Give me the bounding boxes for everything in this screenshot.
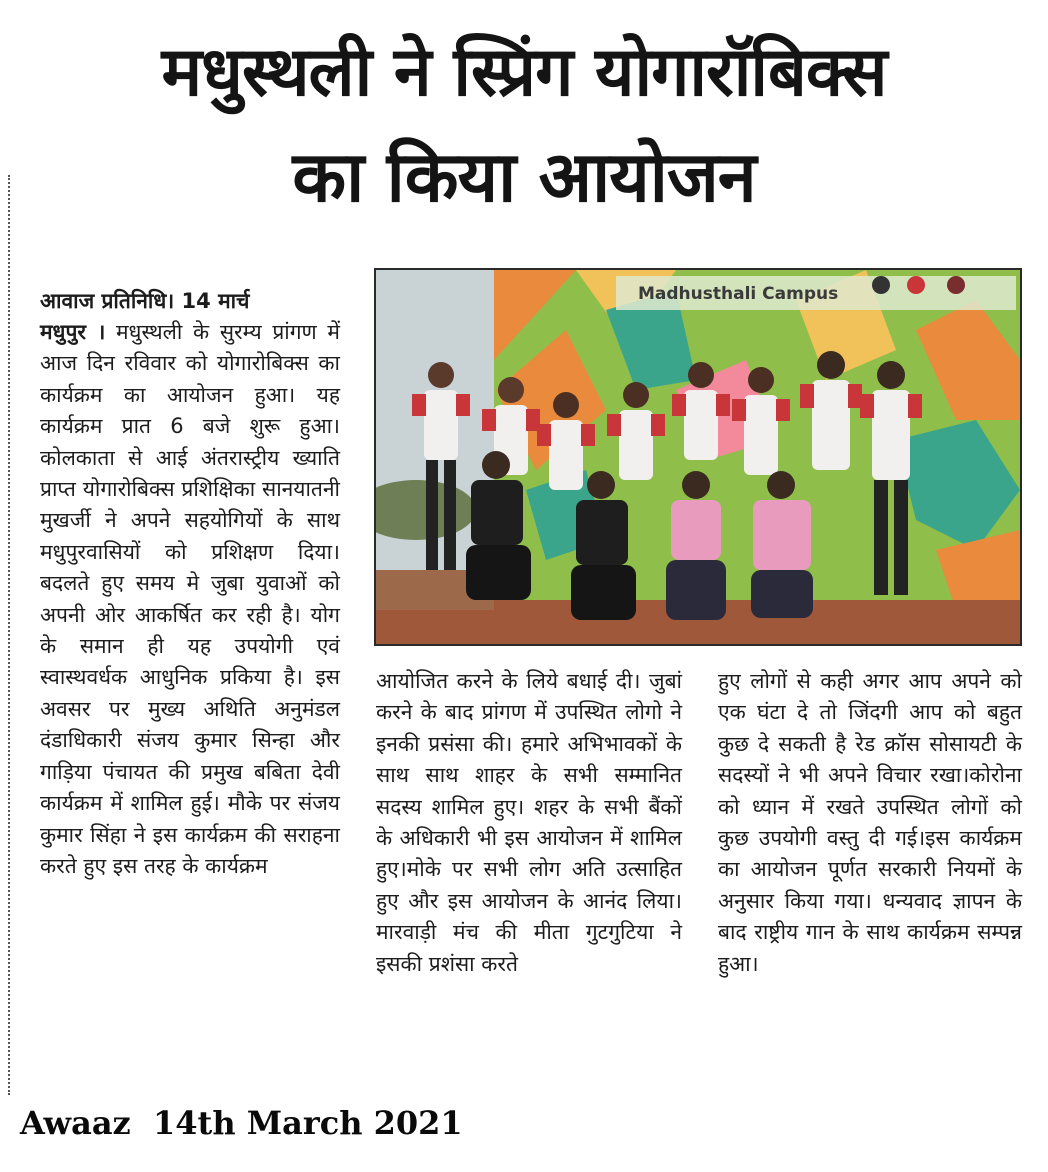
article-text-1: मधुस्थली के सुरम्य प्रांगण में आज दिन रविवार को योगारोबिक्स का कार्यक्रम का आयोजन हुआ। यह कार्यक्रम प्रात 6 बजे शुरू हुआ। कोलकाता से आई अंतरास्ट्रीय ख्याति प्राप्त योगारोबिक्स प्रशिक्षिका सानयातनी मुखर्जी ने अपने सहयोगियों के साथ मधुपुरवासियों को प्रशिक्षण दिया। बदलते हुए समय मे जुबा युवाओं को अपनी ओर आकर्षित कर रही है। योग के समान ही यह उपयोगी एवं स्वास्थवर्धक आधुनिक प्रकिया है। इस अवसर पर मुख्य अथिति अनुमंडल दंडाधिकारी संजय कुमार सिन्हा और गाड़िया पंचायत की प्रमुख बबिता देवी कार्यक्रम में शामिल हुई। मौके पर संजय कुमार सिंहा ने इस कार्यक्रम की सराहना करते हुए इस तरह के कार्यक्रम (40, 320, 340, 878)
article-paragraph (40, 317, 340, 882)
article-column-3 (718, 666, 1022, 980)
article-column-1 (40, 285, 340, 882)
event-photo (374, 268, 1022, 646)
article-text-2: आयोजित करने के लिये बधाई दी। जुबां करने के बाद प्रांगण में उपस्थित लोगो ने इनकी प्रसंसा की। हमारे अभिभावकों के साथ साथ शाहर के सभी सम्मानित सदस्य शामिल हुए। शहर के सभी बैंकों के अधिकारी भी इस आयोजन में शामिल हुए।मोके पर सभी लोग अति उत्साहित हुए और इस आयोजन के आनंद लिया। मारवाड़ी मंच की मीता गुटगुटिया ने इसकी प्रशंसा करते (376, 669, 682, 976)
place-name: मधुपुर । (40, 320, 106, 344)
article-column-2 (376, 666, 682, 980)
source-caption: Awaaz 14th March 2021 (20, 1104, 463, 1142)
banner-text: Madhusthali Campus (638, 284, 839, 304)
group-photo-illustration (376, 270, 1020, 644)
column-divider (8, 175, 10, 1095)
headline-line-2: का किया आयोजन (292, 136, 756, 218)
headline-line-1: मधुस्थली ने स्प्रिंग योगारॉबिक्स (161, 33, 887, 112)
article-text-3: हुए लोगों से कही अगर आप अपने को एक घंटा दे तो जिंदगी आप को बहुत कुछ दे सकती है रेड क्रॉस सोसायटी के सदस्यों ने भी अपने विचार रखा।कोरोना को ध्यान में रखते उपस्थित लोगों को कुछ उपयोगी वस्तु दी गई।इस कार्यक्रम का आयोजन पूर्णत सरकारी नियमों के अनुसार किया गया। धन्यवाद ज्ञापन के बाद राष्ट्रीय गान के साथ कार्यक्रम सम्पन्न हुआ। (718, 669, 1022, 976)
dateline: आवाज प्रतिनिधि। 14 मार्च (40, 289, 250, 313)
